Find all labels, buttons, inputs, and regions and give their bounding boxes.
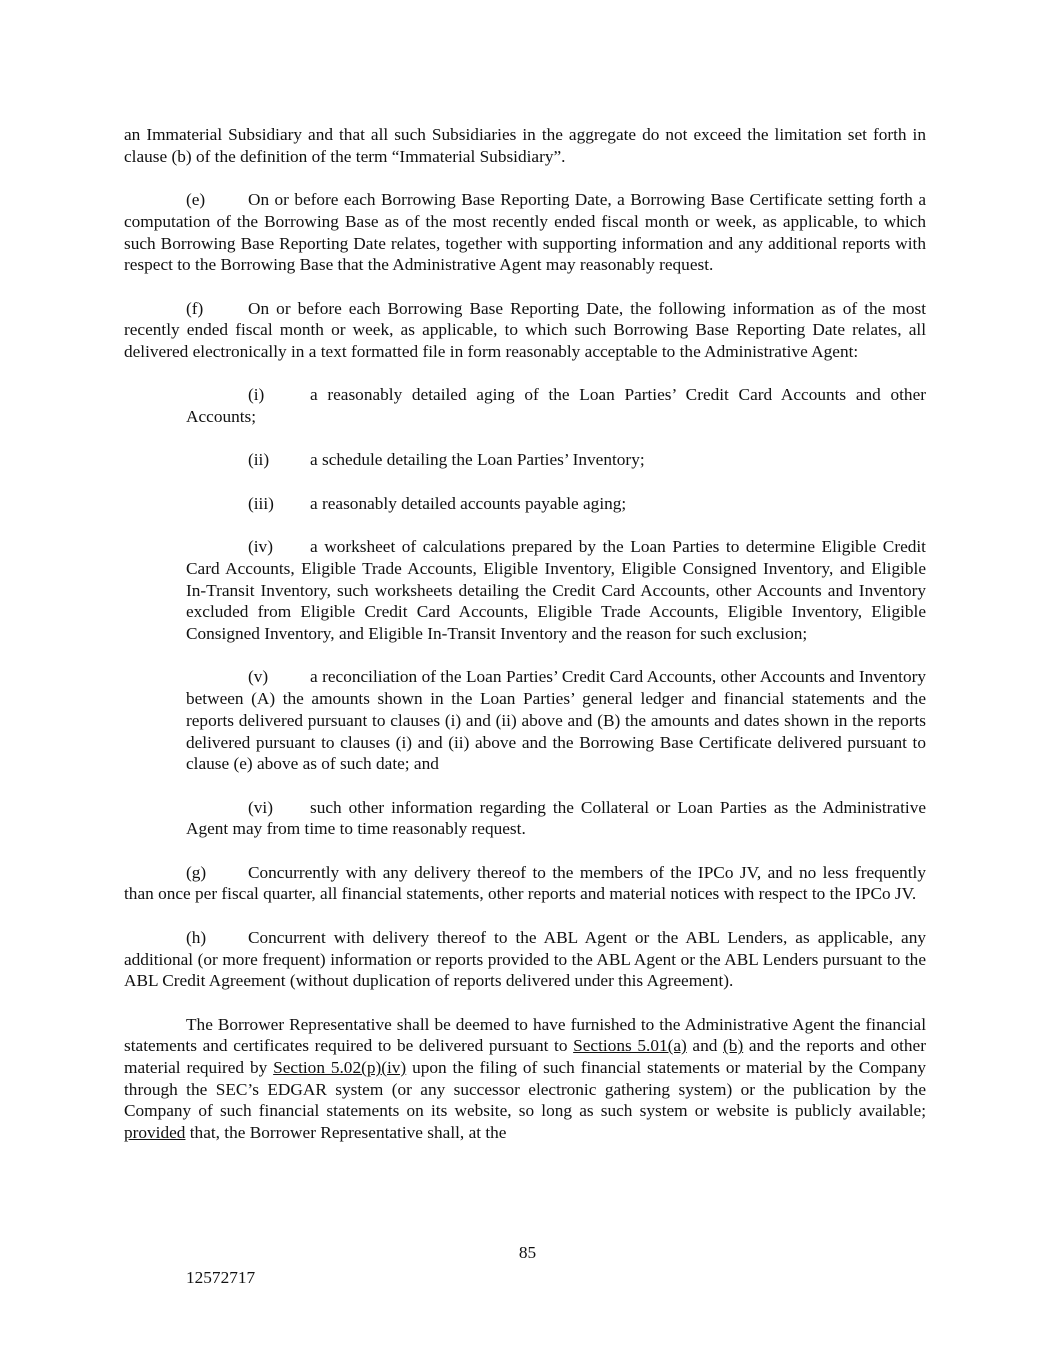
closing-text-4: upon the filing of such financial statements or material by the Company through the SEC’s EDGAR system (or any successor electronic gathering system) or the publication by the Company of such financial statements on its website, so long as such system or website is publicly available; xyxy=(124,1058,927,1121)
document-id: 12572717 xyxy=(186,1268,256,1287)
paragraph-h-text: Concurrent with delivery thereof to the ABL Agent or the ABL Lenders, as applicable, any additional (or more frequent) information or reports provided to the ABL Agent or the ABL Lenders pursuant to the ABL Credit Agreement (without duplication of reports delivered under this Agreement). xyxy=(124,927,926,991)
paragraph-e xyxy=(124,189,926,276)
subitem-i xyxy=(186,384,926,427)
paragraph-e-text: On or before each Borrowing Base Reporting Date, a Borrowing Base Certificate setting forth a computation of the Borrowing Base as of the most recently ended fiscal month or week, as applicable, to which such Borrowing Base Reporting Date relates, together with supporting information and any additional reports with respect to the Borrowing Base that the Administrative Agent may reasonably request. xyxy=(124,190,926,275)
closing-text-5: that, the Borrower Representative shall, at the xyxy=(185,1123,507,1143)
closing-text-2: and xyxy=(686,1036,724,1056)
page-number: 85 xyxy=(518,1243,537,1262)
subitem-v-label: (v) xyxy=(248,667,269,687)
subitem-iv-label: (iv) xyxy=(248,537,273,557)
paragraph-g xyxy=(124,862,926,905)
subitem-iii xyxy=(186,493,926,515)
paragraph-h xyxy=(124,927,926,992)
paragraph-f xyxy=(124,298,926,363)
sections-5-01a-reference: Sections 5.01(a) xyxy=(573,1036,687,1056)
subitem-iii-text: a reasonably detailed accounts payable aging; xyxy=(310,493,627,513)
subitem-i-label: (i) xyxy=(248,385,265,405)
subitem-vi-label: (vi) xyxy=(248,797,273,817)
document-page xyxy=(124,124,926,1144)
subitem-iv-text: a worksheet of calculations prepared by the Loan Parties to determine Eligible Credit Card Accounts, Eligible Trade Accounts, Eligible Inventory, Eligible Consigned Inventory, and Eligible In-Transit Inventory, such worksheets detailing the Credit Card Accounts, other Accounts and Inventory excluded from Eligible Credit Card Accounts, Eligible Trade Accounts, Eligible Inventory, Eligible Consigned Inventory, and Eligible In-Transit Inventory and the reason for such exclusion; xyxy=(186,537,926,644)
subitem-iv xyxy=(186,536,926,645)
subitem-iii-label: (iii) xyxy=(248,493,274,513)
closing-paragraph xyxy=(124,1014,926,1144)
subitem-ii-text: a schedule detailing the Loan Parties’ Inventory; xyxy=(310,450,645,470)
closing-text-1: The Borrower Representative shall be deemed to have furnished to the Administrative Agent the financial statements and certificates required to be delivered pursuant to xyxy=(124,1014,926,1056)
opening-paragraph: an Immaterial Subsidiary and that all such Subsidiaries in the aggregate do not exceed the limitation set forth in clause (b) of the definition of the term “Immaterial Subsidiary”. xyxy=(124,125,926,166)
subitem-v-text: a reconciliation of the Loan Parties’ Credit Card Accounts, other Accounts and Inventory between (A) the amounts shown in the Loan Parties’ general ledger and financial statements and the reports delivered pursuant to clauses (i) and (ii) above and (B) the amounts and dates shown in the reports delivered pursuant to clauses (i) and (ii) above and the Borrowing Base Certificate delivered pursuant to clause (e) above as of such date; and xyxy=(186,667,926,774)
paragraph-g-text: Concurrently with any delivery thereof to the members of the IPCo JV, and no less frequently than once per fiscal quarter, all financial statements, other reports and material notices with respect to the IPCo JV. xyxy=(124,862,926,904)
paragraph-g-label: (g) xyxy=(186,862,207,882)
subitem-vi xyxy=(186,797,926,840)
paragraph-e-label: (e) xyxy=(186,190,206,210)
section-5-02-reference: Section 5.02(p)(iv) xyxy=(273,1058,407,1078)
section-b-reference: (b) xyxy=(723,1036,744,1056)
subitem-ii-label: (ii) xyxy=(248,450,270,470)
subitem-ii xyxy=(186,449,926,471)
paragraph-h-label: (h) xyxy=(186,927,207,947)
paragraph-f-text: On or before each Borrowing Base Reporting Date, the following information as of the most recently ended fiscal month or week, as applicable, to which such Borrowing Base Reporting Date relates, all delivered electronically in a text formatted file in form reasonably acceptable to the Administrative Agent: xyxy=(124,298,926,361)
subitem-i-text: a reasonably detailed aging of the Loan Parties’ Credit Card Accounts and other Accounts; xyxy=(186,385,926,427)
paragraph-f-label: (f) xyxy=(186,298,204,318)
closing-text-3: and the reports and other material required by xyxy=(124,1036,926,1078)
subitem-v xyxy=(186,666,926,775)
subitem-vi-text: such other information regarding the Collateral or Loan Parties as the Administrative Agent may from time to time reasonably request. xyxy=(186,797,926,839)
provided-term: provided xyxy=(124,1123,186,1143)
